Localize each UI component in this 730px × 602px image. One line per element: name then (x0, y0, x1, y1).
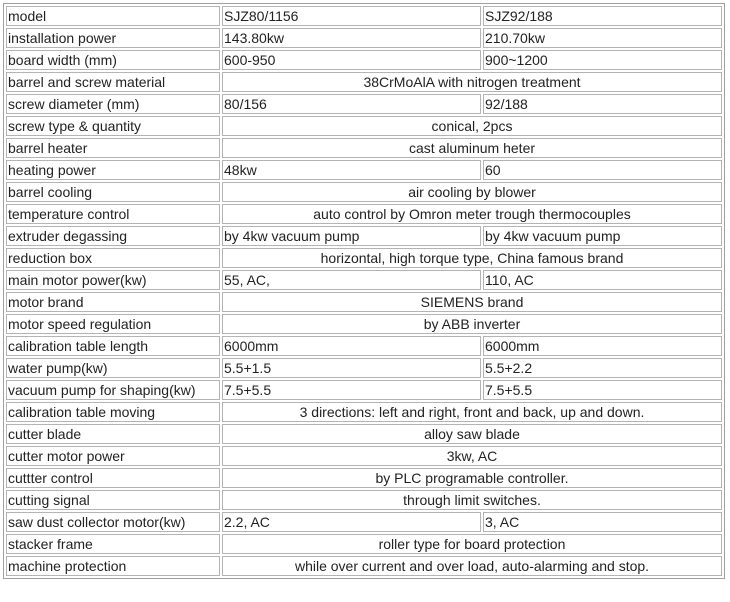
row-value-1: 48kw (222, 160, 481, 180)
table-row (6, 292, 722, 312)
row-value-1: SJZ80/1156 (222, 6, 481, 26)
row-label: water pump(kw) (6, 358, 220, 378)
row-label: stacker frame (6, 534, 220, 554)
table-row (6, 50, 722, 70)
table-row (6, 94, 722, 114)
row-value-1: 600-950 (222, 50, 481, 70)
row-label: machine protection (6, 556, 220, 576)
table-row (6, 512, 722, 532)
row-label: heating power (6, 160, 220, 180)
row-value-2: 900~1200 (483, 50, 722, 70)
table-row (6, 424, 722, 444)
table-row (6, 534, 722, 554)
row-value-shared: by PLC programable controller. (222, 468, 722, 488)
row-value-shared: cast aluminum heter (222, 138, 722, 158)
row-value-shared: auto control by Omron meter trough thermocouples (222, 204, 722, 224)
row-value-2: by 4kw vacuum pump (483, 226, 722, 246)
row-label: main motor power(kw) (6, 270, 220, 290)
row-value-2: 92/188 (483, 94, 722, 114)
row-label: barrel and screw material (6, 72, 220, 92)
row-value-2: 6000mm (483, 336, 722, 356)
table-row (6, 248, 722, 268)
table-row (6, 6, 722, 26)
row-value-1: 7.5+5.5 (222, 380, 481, 400)
row-label: model (6, 6, 220, 26)
row-value-2: 60 (483, 160, 722, 180)
row-value-shared: air cooling by blower (222, 182, 722, 202)
row-value-shared: horizontal, high torque type, China famous brand (222, 248, 722, 268)
table-row (6, 72, 722, 92)
row-value-1: 2.2, AC (222, 512, 481, 532)
table-row (6, 226, 722, 246)
spec-table-body (6, 6, 722, 576)
row-label: vacuum pump for shaping(kw) (6, 380, 220, 400)
table-row (6, 160, 722, 180)
row-label: reduction box (6, 248, 220, 268)
row-label: board width (mm) (6, 50, 220, 70)
row-value-shared: through limit switches. (222, 490, 722, 510)
table-row (6, 182, 722, 202)
row-value-2: 3, AC (483, 512, 722, 532)
table-row (6, 358, 722, 378)
row-label: cutting signal (6, 490, 220, 510)
row-label: extruder degassing (6, 226, 220, 246)
row-value-1: 143.80kw (222, 28, 481, 48)
row-value-shared: alloy saw blade (222, 424, 722, 444)
table-row (6, 116, 722, 136)
row-value-1: 80/156 (222, 94, 481, 114)
row-label: cuttter control (6, 468, 220, 488)
row-value-shared: 38CrMoAlA with nitrogen treatment (222, 72, 722, 92)
row-label: screw type & quantity (6, 116, 220, 136)
row-label: saw dust collector motor(kw) (6, 512, 220, 532)
row-value-shared: roller type for board protection (222, 534, 722, 554)
row-label: screw diameter (mm) (6, 94, 220, 114)
table-row (6, 204, 722, 224)
row-label: barrel heater (6, 138, 220, 158)
table-row (6, 270, 722, 290)
row-value-shared: by ABB inverter (222, 314, 722, 334)
row-label: temperature control (6, 204, 220, 224)
table-row (6, 402, 722, 422)
table-row (6, 556, 722, 576)
row-label: calibration table moving (6, 402, 220, 422)
row-value-1: 5.5+1.5 (222, 358, 481, 378)
row-value-shared: 3 directions: left and right, front and back, up and down. (222, 402, 722, 422)
row-label: barrel cooling (6, 182, 220, 202)
spec-table-container (3, 3, 725, 579)
row-label: motor brand (6, 292, 220, 312)
row-value-2: 7.5+5.5 (483, 380, 722, 400)
row-value-2: 110, AC (483, 270, 722, 290)
row-value-1: 55, AC, (222, 270, 481, 290)
row-value-shared: while over current and over load, auto-alarming and stop. (222, 556, 722, 576)
table-row (6, 468, 722, 488)
row-label: cutter motor power (6, 446, 220, 466)
table-row (6, 336, 722, 356)
row-value-1: 6000mm (222, 336, 481, 356)
table-row (6, 446, 722, 466)
row-value-shared: 3kw, AC (222, 446, 722, 466)
row-label: cutter blade (6, 424, 220, 444)
table-row (6, 314, 722, 334)
row-label: installation power (6, 28, 220, 48)
table-row (6, 138, 722, 158)
row-value-2: 210.70kw (483, 28, 722, 48)
spec-table (3, 3, 725, 579)
row-label: motor speed regulation (6, 314, 220, 334)
row-value-shared: conical, 2pcs (222, 116, 722, 136)
table-row (6, 490, 722, 510)
row-value-2: 5.5+2.2 (483, 358, 722, 378)
table-row (6, 28, 722, 48)
row-value-2: SJZ92/188 (483, 6, 722, 26)
row-value-1: by 4kw vacuum pump (222, 226, 481, 246)
row-value-shared: SIEMENS brand (222, 292, 722, 312)
row-label: calibration table length (6, 336, 220, 356)
table-row (6, 380, 722, 400)
